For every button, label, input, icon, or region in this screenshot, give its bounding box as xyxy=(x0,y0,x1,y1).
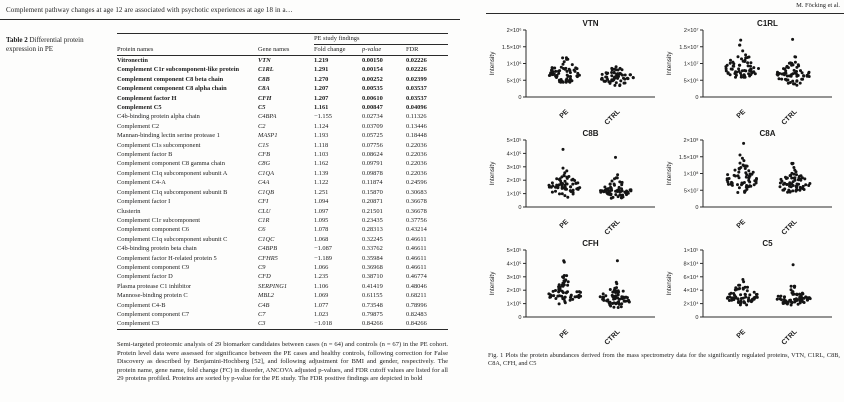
figure-caption: Fig. 1 Plots the protein abundances derived from the mass spectrometry data for the significantly regulated proteins, VTN, C1RL, C8B, C8A, CFH, and C5 xyxy=(488,352,840,367)
col-fold-change: Fold change xyxy=(314,45,362,56)
cell-fdr: 0.22036 xyxy=(406,141,427,149)
cell-protein: Clusterin xyxy=(117,207,141,215)
table-row xyxy=(117,178,448,187)
cell-fc: 1.161 xyxy=(314,104,329,112)
cell-gene: CFI xyxy=(258,198,269,206)
cell-gene: C7 xyxy=(258,310,266,318)
plot-svg-c1rl xyxy=(664,17,841,127)
cell-gene: CFB xyxy=(258,151,271,159)
cell-p: 0.00252 xyxy=(362,75,383,83)
table-row xyxy=(117,197,448,206)
cell-fc: 1.124 xyxy=(314,122,329,130)
svg-text:1×10⁵: 1×10⁵ xyxy=(683,248,699,254)
cell-p: 0.11874 xyxy=(362,179,383,187)
cell-gene: C4BPA xyxy=(258,113,277,121)
cell-protein: Complement factor H xyxy=(117,94,177,102)
cell-p: 0.35984 xyxy=(362,254,383,262)
cell-fdr: 0.43214 xyxy=(406,226,427,234)
svg-text:2×10⁴: 2×10⁴ xyxy=(683,301,699,308)
cell-gene: C1QB xyxy=(258,188,274,196)
col-p-value: p-value xyxy=(362,45,406,56)
plot-c1rl xyxy=(664,17,841,127)
table-row xyxy=(117,301,448,310)
cell-fdr: 0.22036 xyxy=(406,160,427,168)
cell-p: 0.15870 xyxy=(362,188,383,196)
cell-p: 0.33762 xyxy=(362,245,383,253)
cell-fdr: 0.02399 xyxy=(406,75,427,83)
plot-svg-c5 xyxy=(664,237,841,347)
table-caption xyxy=(6,36,110,54)
svg-text:CFH: CFH xyxy=(582,239,599,248)
x-tick-pe: PE xyxy=(558,218,571,231)
table-row xyxy=(117,188,448,197)
cell-p: 0.23435 xyxy=(362,216,383,224)
cell-fc: 1.207 xyxy=(314,94,329,102)
cell-fc: 1.094 xyxy=(314,198,329,206)
svg-text:0: 0 xyxy=(695,315,699,321)
cell-fdr: 0.22036 xyxy=(406,151,427,159)
svg-text:4×10⁴: 4×10⁴ xyxy=(683,288,699,295)
cell-fc: 1.219 xyxy=(314,57,329,64)
table-row xyxy=(117,169,448,178)
cell-fc: 1.251 xyxy=(314,188,329,196)
svg-text:6×10⁴: 6×10⁴ xyxy=(683,274,699,281)
cell-gene: SERPING1 xyxy=(258,282,288,290)
cell-fc: 1.139 xyxy=(314,169,329,177)
cell-fc: 1.118 xyxy=(314,141,329,149)
plot-svg-cfh xyxy=(487,237,664,347)
cell-protein: Complement C4-A xyxy=(117,179,166,187)
cell-p: 0.07756 xyxy=(362,141,383,149)
x-tick-ctrl: CTRL xyxy=(603,218,622,237)
figure-grid xyxy=(487,17,841,347)
table-row xyxy=(117,122,448,131)
table-row xyxy=(117,291,448,300)
table-row xyxy=(117,65,448,74)
cell-gene: C5 xyxy=(258,104,266,112)
table-body xyxy=(117,56,448,330)
cell-gene: C1R xyxy=(258,216,270,224)
table-row xyxy=(117,207,448,216)
table-row xyxy=(117,235,448,244)
svg-text:2×10⁷: 2×10⁷ xyxy=(683,28,699,34)
cell-p: 0.73548 xyxy=(362,301,383,309)
svg-text:0: 0 xyxy=(695,95,699,101)
cell-fdr: 0.46611 xyxy=(406,254,427,262)
plot-c8b xyxy=(487,127,664,237)
running-head-left: Complement pathway changes at age 12 are associated with psychotic experiences at age 18 in a… xyxy=(6,6,293,14)
cell-p: 0.32245 xyxy=(362,235,383,243)
svg-text:0: 0 xyxy=(518,205,522,211)
cell-gene: C8A xyxy=(258,85,270,93)
table-row xyxy=(117,216,448,225)
table-footnote: Semi-targeted proteomic analysis of 29 biomarker candidates between cases (n = 64) and controls (n = 67) in the PE cohort. Protein level data were assessed for significance between the PE cases and healthy controls, following correction for False Discovery as described by Benjamini-Hochberg [52], and following adjustment for BMI and gender, respectively. The protein name, gene name, fold change (FC) in disorder, ANCOVA adjusted p-values, and FDR cutoff values are listed for all 29 proteins profiled. Proteins are sorted by p-value for the PE study. The FDR positive findings are depicted in bold xyxy=(117,341,448,383)
cell-fdr: 0.48046 xyxy=(406,282,427,290)
svg-text:3×10⁵: 3×10⁵ xyxy=(506,164,522,171)
svg-text:Intensity: Intensity xyxy=(489,51,496,76)
cell-gene: C3 xyxy=(258,320,266,328)
svg-text:Intensity: Intensity xyxy=(489,161,496,186)
header-rule-left xyxy=(0,19,460,20)
x-tick-pe: PE xyxy=(735,328,748,341)
cell-gene: CFHR5 xyxy=(258,254,278,262)
cell-gene: C8B xyxy=(258,75,270,83)
svg-text:Intensity: Intensity xyxy=(666,271,673,296)
cell-protein: Mannose-binding protein C xyxy=(117,292,188,300)
x-tick-pe: PE xyxy=(558,108,571,121)
cell-protein: Complement factor B xyxy=(117,151,173,159)
cell-protein: Complement component C9 xyxy=(117,263,190,271)
cell-fc: −1.018 xyxy=(314,320,332,328)
cell-protein: Complement component C8 gamma chain xyxy=(117,160,225,168)
cell-fc: 1.095 xyxy=(314,216,329,224)
plot-svg-c8b xyxy=(487,127,664,237)
svg-text:1.5×10⁷: 1.5×10⁷ xyxy=(679,44,699,51)
cell-fc: 1.235 xyxy=(314,273,329,281)
running-head-right: M. Föcking et al. xyxy=(796,2,840,9)
cell-p: 0.41419 xyxy=(362,282,383,290)
cell-fc: 1.103 xyxy=(314,151,329,159)
x-tick-pe: PE xyxy=(735,108,748,121)
cell-p: 0.09791 xyxy=(362,160,383,168)
cell-p: 0.00610 xyxy=(362,94,383,102)
cell-protein: Complement C1r subcomponent-like protein xyxy=(117,66,240,74)
cell-fdr: 0.03537 xyxy=(406,85,427,93)
cell-protein: Complement C1q subcomponent subunit C xyxy=(117,235,228,243)
cell-fc: 1.122 xyxy=(314,179,329,187)
cell-fc: −1.189 xyxy=(314,254,332,262)
cell-p: 0.36968 xyxy=(362,263,383,271)
cell-fc: 1.069 xyxy=(314,292,329,300)
table-row xyxy=(117,159,448,168)
table-row xyxy=(117,141,448,150)
cell-protein: Complement component C8 alpha chain xyxy=(117,85,227,93)
cell-protein: Complement factor I xyxy=(117,198,171,206)
table-label: Table 2 xyxy=(6,36,28,44)
table-row xyxy=(117,254,448,263)
cell-fdr: 0.37756 xyxy=(406,216,427,224)
cell-fdr: 0.78996 xyxy=(406,301,427,309)
svg-text:C1RL: C1RL xyxy=(757,19,778,28)
table-row xyxy=(117,103,448,112)
table-row xyxy=(117,84,448,93)
cell-gene: C1RL xyxy=(258,66,274,74)
table-row xyxy=(117,319,448,329)
plot-svg-vtn xyxy=(487,17,664,127)
column-header-row xyxy=(117,45,448,56)
cell-p: 0.79875 xyxy=(362,310,383,318)
cell-p: 0.84266 xyxy=(362,320,383,328)
cell-p: 0.00847 xyxy=(362,104,383,112)
svg-text:5×10⁵: 5×10⁵ xyxy=(506,248,522,254)
spanner-row xyxy=(117,34,448,45)
svg-text:1×10⁸: 1×10⁸ xyxy=(683,171,699,178)
table-row xyxy=(117,310,448,319)
x-tick-ctrl: CTRL xyxy=(780,328,799,347)
table-row xyxy=(117,150,448,159)
table-row xyxy=(117,56,448,66)
cell-p: 0.00150 xyxy=(362,57,383,64)
cell-p: 0.05725 xyxy=(362,132,383,140)
cell-protein: Complement C1q subcomponent subunit A xyxy=(117,169,228,177)
cell-p: 0.00154 xyxy=(362,66,383,74)
table-row xyxy=(117,244,448,253)
cell-fdr: 0.24596 xyxy=(406,179,427,187)
cell-p: 0.08624 xyxy=(362,151,383,159)
svg-text:0: 0 xyxy=(695,205,699,211)
cell-gene: C1QA xyxy=(258,169,274,177)
header-rule-right xyxy=(486,13,844,14)
table2-wrap xyxy=(117,33,448,330)
svg-text:VTN: VTN xyxy=(582,19,599,28)
cell-fdr: 0.18448 xyxy=(406,132,427,140)
cell-gene: MBL2 xyxy=(258,292,274,300)
plot-c8a xyxy=(664,127,841,237)
svg-text:2×10⁵: 2×10⁵ xyxy=(506,178,522,185)
col-fdr: FDR xyxy=(406,45,448,56)
cell-protein: Mannan-binding lectin serine protease 1 xyxy=(117,132,220,140)
cell-protein: Complement C3 xyxy=(117,320,160,328)
cell-fdr: 0.22036 xyxy=(406,169,427,177)
cell-protein: Complement C1q subcomponent subunit B xyxy=(117,188,228,196)
cell-fc: 1.106 xyxy=(314,282,329,290)
svg-text:C5: C5 xyxy=(762,239,773,248)
svg-text:0: 0 xyxy=(518,95,522,101)
svg-text:2×10⁶: 2×10⁶ xyxy=(506,28,522,34)
spanner-pe-study-findings: PE study findings xyxy=(314,34,448,45)
table-row xyxy=(117,112,448,121)
table-row xyxy=(117,272,448,281)
svg-text:5×10⁵: 5×10⁵ xyxy=(506,138,522,144)
cell-fc: 1.077 xyxy=(314,301,329,309)
cell-gene: C6 xyxy=(258,226,266,234)
cell-fdr: 0.82483 xyxy=(406,310,427,318)
cell-fdr: 0.46774 xyxy=(406,273,427,281)
cell-gene: C4BPB xyxy=(258,245,278,253)
svg-text:5×10⁷: 5×10⁷ xyxy=(683,188,699,195)
table-row xyxy=(117,263,448,272)
svg-text:0: 0 xyxy=(518,315,522,321)
col-protein-names: Protein names xyxy=(117,45,258,56)
cell-fdr: 0.46611 xyxy=(406,245,427,253)
cell-protein: Complement C1r subcomponent xyxy=(117,216,201,224)
cell-gene: C1QC xyxy=(258,235,275,243)
cell-fc: 1.023 xyxy=(314,310,329,318)
cell-protein: C4b-binding protein alpha chain xyxy=(117,113,200,121)
x-tick-ctrl: CTRL xyxy=(603,328,622,347)
cell-protein: Plasma protease C1 inhibitor xyxy=(117,282,192,290)
cell-gene: CFH xyxy=(258,94,272,102)
cell-fdr: 0.03537 xyxy=(406,94,427,102)
cell-protein: Complement component C6 xyxy=(117,226,190,234)
table-row xyxy=(117,131,448,140)
cell-gene: C1S xyxy=(258,141,269,149)
cell-fdr: 0.02226 xyxy=(406,57,427,64)
cell-fc: 1.270 xyxy=(314,75,329,83)
cell-gene: C8G xyxy=(258,160,271,168)
cell-fc: −1.087 xyxy=(314,245,332,253)
svg-text:1.5×10⁶: 1.5×10⁶ xyxy=(501,44,522,51)
cell-fc: 1.207 xyxy=(314,85,329,93)
svg-text:1×10⁵: 1×10⁵ xyxy=(506,301,522,308)
svg-text:4×10⁵: 4×10⁵ xyxy=(506,261,522,268)
cell-fc: 1.068 xyxy=(314,235,329,243)
cell-gene: VTN xyxy=(258,57,271,64)
svg-text:C8B: C8B xyxy=(582,129,599,138)
cell-fc: −1.155 xyxy=(314,113,332,121)
table-row xyxy=(117,225,448,234)
cell-gene: C2 xyxy=(258,122,266,130)
cell-protein: Complement component C8 beta chain xyxy=(117,75,224,83)
svg-text:Intensity: Intensity xyxy=(489,271,496,296)
x-tick-ctrl: CTRL xyxy=(603,108,622,127)
cell-protein: Complement C1s subcomponent xyxy=(117,141,201,149)
plot-cfh xyxy=(487,237,664,347)
cell-fc: 1.193 xyxy=(314,132,329,140)
cell-p: 0.38710 xyxy=(362,273,383,281)
x-tick-ctrl: CTRL xyxy=(780,108,799,127)
cell-gene: CLU xyxy=(258,207,271,215)
svg-text:Intensity: Intensity xyxy=(666,51,673,76)
cell-fdr: 0.46611 xyxy=(406,235,427,243)
cell-protein: Complement C2 xyxy=(117,122,160,130)
cell-p: 0.03709 xyxy=(362,122,383,130)
svg-text:5×10⁵: 5×10⁵ xyxy=(506,78,522,85)
cell-fc: 1.078 xyxy=(314,226,329,234)
cell-p: 0.28313 xyxy=(362,226,383,234)
cell-protein: Complement C4-B xyxy=(117,301,166,309)
svg-text:1.5×10⁸: 1.5×10⁸ xyxy=(678,154,699,161)
svg-text:2×10⁵: 2×10⁵ xyxy=(506,288,522,295)
svg-text:1×10⁷: 1×10⁷ xyxy=(683,61,699,68)
cell-p: 0.21501 xyxy=(362,207,383,215)
plot-vtn xyxy=(487,17,664,127)
col-gene-names: Gene names xyxy=(258,45,314,56)
table-row xyxy=(117,75,448,84)
cell-fc: 1.097 xyxy=(314,207,329,215)
cell-gene: CFD xyxy=(258,273,271,281)
svg-text:Intensity: Intensity xyxy=(666,161,673,186)
cell-fdr: 0.04096 xyxy=(406,104,427,112)
cell-fdr: 0.36678 xyxy=(406,207,427,215)
x-tick-pe: PE xyxy=(558,328,571,341)
x-tick-pe: PE xyxy=(735,218,748,231)
cell-protein: Complement factor H-related protein 5 xyxy=(117,254,217,262)
svg-text:4×10⁵: 4×10⁵ xyxy=(506,151,522,158)
plot-svg-c8a xyxy=(664,127,841,237)
cell-fc: 1.162 xyxy=(314,160,329,168)
cell-fdr: 0.13446 xyxy=(406,122,427,130)
svg-text:C8A: C8A xyxy=(759,129,776,138)
cell-fdr: 0.46611 xyxy=(406,263,427,271)
table-row xyxy=(117,94,448,103)
cell-protein: C4b-binding protein beta chain xyxy=(117,245,197,253)
svg-text:1×10⁵: 1×10⁵ xyxy=(506,191,522,198)
cell-fdr: 0.11326 xyxy=(406,113,427,121)
table-row xyxy=(117,282,448,291)
cell-protein: Complement factor D xyxy=(117,273,173,281)
cell-gene: C9 xyxy=(258,263,266,271)
cell-p: 0.00535 xyxy=(362,85,383,93)
table-caption-text: Differential protein expression in PE xyxy=(6,36,84,53)
svg-text:2×10⁸: 2×10⁸ xyxy=(683,138,699,144)
cell-p: 0.02734 xyxy=(362,113,383,121)
cell-gene: C4A xyxy=(258,179,270,187)
cell-p: 0.20871 xyxy=(362,198,383,206)
svg-text:5×10⁶: 5×10⁶ xyxy=(683,78,699,85)
cell-gene: MASP1 xyxy=(258,132,278,140)
svg-text:3×10⁵: 3×10⁵ xyxy=(506,274,522,281)
cell-fdr: 0.68211 xyxy=(406,292,427,300)
svg-text:1×10⁶: 1×10⁶ xyxy=(506,61,522,68)
cell-p: 0.09878 xyxy=(362,169,383,177)
cell-protein: Complement C5 xyxy=(117,104,162,112)
cell-fdr: 0.02226 xyxy=(406,66,427,74)
table2 xyxy=(117,33,448,330)
cell-fdr: 0.30683 xyxy=(406,188,427,196)
cell-fdr: 0.84266 xyxy=(406,320,427,328)
svg-text:8×10⁴: 8×10⁴ xyxy=(683,261,699,268)
cell-fc: 1.066 xyxy=(314,263,329,271)
plot-c5 xyxy=(664,237,841,347)
cell-gene: C4B xyxy=(258,301,270,309)
cell-fc: 1.291 xyxy=(314,66,329,74)
cell-p: 0.61155 xyxy=(362,292,383,300)
cell-protein: Vitronectin xyxy=(117,57,148,64)
x-tick-ctrl: CTRL xyxy=(780,218,799,237)
cell-fdr: 0.36678 xyxy=(406,198,427,206)
cell-protein: Complement component C7 xyxy=(117,310,190,318)
